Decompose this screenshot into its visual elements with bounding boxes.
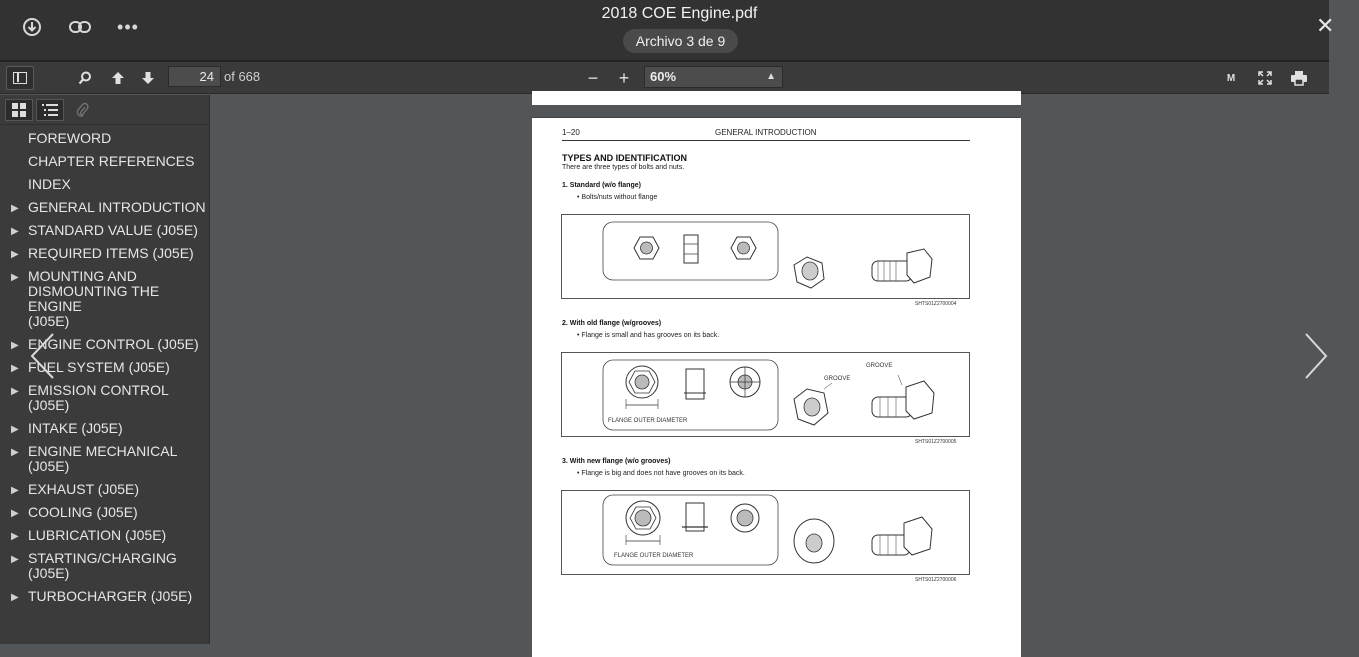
zoom-in-icon[interactable]: + <box>618 67 630 88</box>
outline-item-label: INDEX <box>28 176 71 192</box>
expand-triangle-icon[interactable]: ▶ <box>11 531 19 542</box>
expand-triangle-icon[interactable]: ▶ <box>11 386 19 397</box>
zoom-out-icon[interactable]: − <box>587 67 599 88</box>
sidebar-toggle-button[interactable] <box>6 66 34 90</box>
close-icon[interactable]: ✕ <box>1316 13 1335 38</box>
pdf-toolbar <box>0 62 1329 94</box>
expand-triangle-icon[interactable]: ▶ <box>11 424 19 435</box>
outline-item-label: COOLING (J05E) <box>28 504 138 520</box>
outline-item-label: CHAPTER REFERENCES <box>28 153 195 169</box>
sidebar-tabs <box>0 95 210 125</box>
expand-triangle-icon[interactable]: ▶ <box>11 249 19 260</box>
outline-item-label: LUBRICATION (J05E) <box>28 527 167 543</box>
outline-item[interactable] <box>0 421 210 436</box>
previous-page <box>532 91 1021 105</box>
page-label: 1–20 <box>562 128 580 137</box>
outline-item-label: STARTING/CHARGING (J05E) <box>28 550 177 581</box>
subsection-title: 1. Standard (w/o flange) <box>562 182 641 189</box>
outline-item-label: ENGINE CONTROL (J05E) <box>28 336 199 352</box>
figure-new-flange <box>561 490 970 575</box>
chevron-left-icon[interactable] <box>29 332 55 385</box>
outline-item[interactable] <box>0 223 210 238</box>
intro-text: There are three types of bolts and nuts. <box>562 164 685 171</box>
expand-triangle-icon[interactable]: ▶ <box>11 272 19 283</box>
subsection-title: 2. With old flange (w/grooves) <box>562 320 662 327</box>
expand-triangle-icon[interactable]: ▶ <box>11 226 19 237</box>
figure-label: GROOVE <box>866 363 893 369</box>
outline-item-label: REQUIRED ITEMS (J05E) <box>28 245 194 261</box>
page-number-input[interactable]: 24 <box>168 66 221 87</box>
select-arrows-icon: ▲ <box>766 71 776 82</box>
outline-item-label: GENERAL INTRODUCTION <box>28 199 206 215</box>
page-total: of 668 <box>224 69 261 84</box>
previous-page-icon[interactable] <box>109 66 127 90</box>
expand-triangle-icon[interactable]: ▶ <box>11 592 19 603</box>
fullscreen-icon[interactable] <box>1256 66 1274 90</box>
pdf-page <box>532 117 1021 657</box>
outline-item[interactable] <box>0 269 210 329</box>
running-title: GENERAL INTRODUCTION <box>715 128 817 137</box>
outline-item-label: TURBOCHARGER (J05E) <box>28 588 193 604</box>
expand-triangle-icon[interactable]: ▶ <box>11 447 19 458</box>
outline-item[interactable] <box>0 131 210 146</box>
expand-triangle-icon[interactable]: ▶ <box>11 485 19 496</box>
presentation-mode-icon[interactable]: M <box>1226 72 1236 84</box>
figure-code: SHTS01Z2700004 <box>915 301 957 307</box>
outline-item-label: EMISSION CONTROL (J05E) <box>28 382 169 413</box>
section-heading: TYPES AND IDENTIFICATION <box>562 153 688 163</box>
file-counter-badge: Archivo 3 de 9 <box>623 29 738 53</box>
zoom-value: 60% <box>650 69 677 84</box>
outline-item-label: INTAKE (J05E) <box>28 420 123 436</box>
bullet-text: • Bolts/nuts without flange <box>577 194 658 201</box>
figure-label: FLANGE OUTER DIAMETER <box>614 553 694 559</box>
outline-item[interactable] <box>0 528 210 543</box>
outline-item-label: FOREWORD <box>28 130 112 146</box>
print-icon[interactable] <box>1290 66 1308 90</box>
outline-item-label: MOUNTING AND DISMOUNTING THE ENGINE (J05E) <box>28 268 160 329</box>
figure-standard-bolts <box>561 214 970 299</box>
attachments-icon[interactable] <box>68 99 96 121</box>
figure-old-flange <box>561 352 970 437</box>
document-title: 2018 COE Engine.pdf <box>601 5 758 22</box>
outline-item[interactable] <box>0 551 210 581</box>
header-rule <box>562 140 970 141</box>
expand-triangle-icon[interactable]: ▶ <box>11 363 19 374</box>
figure-code: SHTS01Z2700006 <box>915 577 957 583</box>
subsection-title: 3. With new flange (w/o grooves) <box>562 458 671 465</box>
document-viewer[interactable] <box>211 95 1329 644</box>
outline-item[interactable] <box>0 444 210 474</box>
expand-triangle-icon[interactable]: ▶ <box>11 508 19 519</box>
search-icon[interactable] <box>76 66 94 90</box>
thumbnails-icon[interactable] <box>5 99 33 121</box>
expand-triangle-icon[interactable]: ▶ <box>11 554 19 565</box>
outline-icon[interactable] <box>36 99 64 121</box>
top-bar <box>0 0 1335 60</box>
bullet-text: • Flange is small and has grooves on its back. <box>577 332 720 339</box>
figure-code: SHTS01Z2700005 <box>915 439 957 445</box>
bullet-text: • Flange is big and does not have grooves on its back. <box>577 470 745 477</box>
outline-item[interactable] <box>0 482 210 497</box>
zoom-select[interactable] <box>644 66 783 88</box>
figure-label: FLANGE OUTER DIAMETER <box>608 418 688 424</box>
expand-triangle-icon[interactable]: ▶ <box>11 203 19 214</box>
chevron-right-icon[interactable] <box>1304 332 1328 385</box>
sidebar-toggle-icon <box>13 72 27 84</box>
next-page-icon[interactable] <box>139 66 157 90</box>
outline-item-label: STANDARD VALUE (J05E) <box>28 222 198 238</box>
more-icon[interactable]: ••• <box>117 16 139 37</box>
outline-item[interactable] <box>0 246 210 261</box>
outline-item-label: ENGINE MECHANICAL (J05E) <box>28 443 178 474</box>
figure-label: GROOVE <box>824 376 851 382</box>
outline-item-label: EXHAUST (J05E) <box>28 481 139 497</box>
outline-item[interactable] <box>0 383 210 413</box>
outline-item[interactable] <box>0 177 210 192</box>
outline-item[interactable] <box>0 200 210 215</box>
outline-item[interactable] <box>0 154 210 169</box>
expand-triangle-icon[interactable]: ▶ <box>11 340 19 351</box>
outline-item[interactable] <box>0 589 210 604</box>
outline-item[interactable] <box>0 505 210 520</box>
outline-item-label: FUEL SYSTEM (J05E) <box>28 359 170 375</box>
